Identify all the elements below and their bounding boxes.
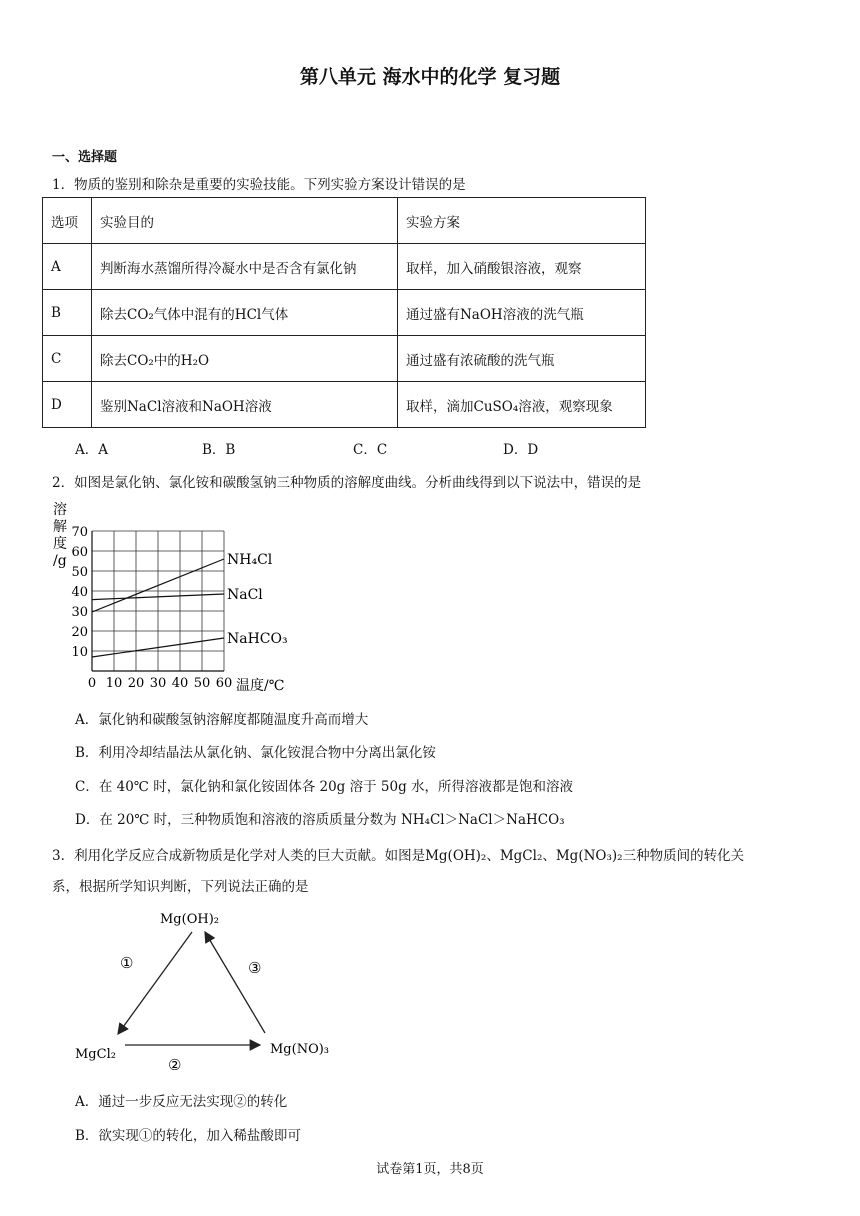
table-cell: A [43,244,92,290]
solubility-chart [48,496,308,696]
question-1-stem: 1．物质的鉴别和除杂是重要的实验技能。下列实验方案设计错误的是 [52,177,466,193]
page-footer: 试卷第1页，共8页 [376,1162,484,1177]
experiment-table [42,197,646,428]
table-cell: 除去CO₂气体中混有的HCl气体 [92,290,398,336]
y-tick-label: 60 [71,545,88,560]
table-cell: 通过盛有NaOH溶液的洗气瓶 [398,290,646,336]
label-3: ③ [248,959,262,977]
table-cell: B [43,290,92,336]
label-2: ② [168,1056,182,1070]
table-header-row [43,198,646,244]
table-cell: 鉴别NaCl溶液和NaOH溶液 [92,382,398,428]
node-mg-oh2: Mg(OH)₂ [160,912,219,927]
chart-grid [92,531,224,671]
table-row [43,336,646,382]
q2-option-d: D．在 20℃ 时，三种物质饱和溶液的溶质质量分数为 NH₄Cl＞NaCl＞NaHCO₃ [75,812,565,828]
table-row [43,382,646,428]
x-tick-label: 30 [149,676,167,691]
table-cell: 取样，滴加CuSO₄溶液，观察现象 [398,382,646,428]
arrow-3 [205,932,265,1033]
y-axis-label: 解 [53,519,67,535]
arrow-1 [118,932,192,1034]
node-mg-no3: Mg(NO)₃ [270,1042,330,1057]
y-tick-label: 30 [71,605,88,620]
y-axis-label: 度 [53,536,67,552]
q1-option-a: A．A [75,442,108,458]
x-tick-label: 60 [215,676,233,691]
table-cell: 除去CO₂中的H₂O [92,336,398,382]
x-tick-label: 10 [105,676,123,691]
table-cell: D [43,382,92,428]
question-2-stem: 2．如图是氯化钠、氯化铵和碳酸氢钠三种物质的溶解度曲线。分析曲线得到以下说法中，错误的是 [52,475,642,491]
table-cell: C [43,336,92,382]
table-row [43,290,646,336]
q1-option-d: D．D [503,442,539,458]
q2-option-c: C．在 40℃ 时，氯化钠和氯化铵固体各 20g 溶于 50g 水，所得溶液都是饱和溶液 [75,779,573,795]
x-tick-label: 40 [171,676,189,691]
x-axis-label: 温度/℃ [236,678,285,694]
x-tick-label: 0 [87,676,97,691]
table-header-cell: 实验目的 [92,198,398,244]
chart-text [53,501,288,694]
table-header-cell: 实验方案 [398,198,646,244]
y-axis-label: /g [53,553,67,569]
table-cell: 通过盛有浓硫酸的洗气瓶 [398,336,646,382]
table-header-cell: 选项 [43,198,92,244]
table-cell: 判断海水蒸馏所得冷凝水中是否含有氯化钠 [92,244,398,290]
table-row [43,244,646,290]
q3-option-a: A．通过一步反应无法实现②的转化 [75,1094,288,1110]
q2-option-b: B．利用冷却结晶法从氯化钠、氯化铵混合物中分离出氯化铵 [75,745,436,761]
y-tick-label: 10 [71,645,88,660]
page-title: 第八单元 海水中的化学 复习题 [299,66,561,88]
y-tick-label: 40 [71,585,88,600]
label-1: ① [120,954,134,972]
section-heading: 一、选择题 [52,150,118,165]
q2-option-a: A．氯化钠和碳酸氢钠溶解度都随温度升高而增大 [75,712,369,728]
x-tick-label: 50 [193,676,211,691]
y-tick-label: 20 [71,625,88,640]
y-tick-label: 70 [71,525,88,540]
q1-option-b: B．B [202,442,236,458]
series-label: NaHCO₃ [227,631,288,647]
q1-option-c: C．C [353,442,388,458]
table-cell: 取样，加入硝酸银溶液，观察 [398,244,646,290]
series-label: NH₄Cl [227,552,273,568]
series-label: NaCl [227,587,263,603]
y-tick-label: 50 [71,565,88,580]
question-3-stem-line2: 系，根据所学知识判断，下列说法正确的是 [52,879,309,895]
conversion-diagram [60,900,360,1070]
q3-option-b: B．欲实现①的转化，加入稀盐酸即可 [75,1128,301,1144]
question-3-stem-line1: 3．利用化学反应合成新物质是化学对人类的巨大贡献。如图是Mg(OH)₂、MgCl₂、Mg(NO₃)₂三种物质间的转化关 [52,848,745,864]
x-tick-label: 20 [127,676,145,691]
y-axis-label: 溶 [53,502,67,518]
node-mgcl2: MgCl₂ [75,1047,116,1062]
